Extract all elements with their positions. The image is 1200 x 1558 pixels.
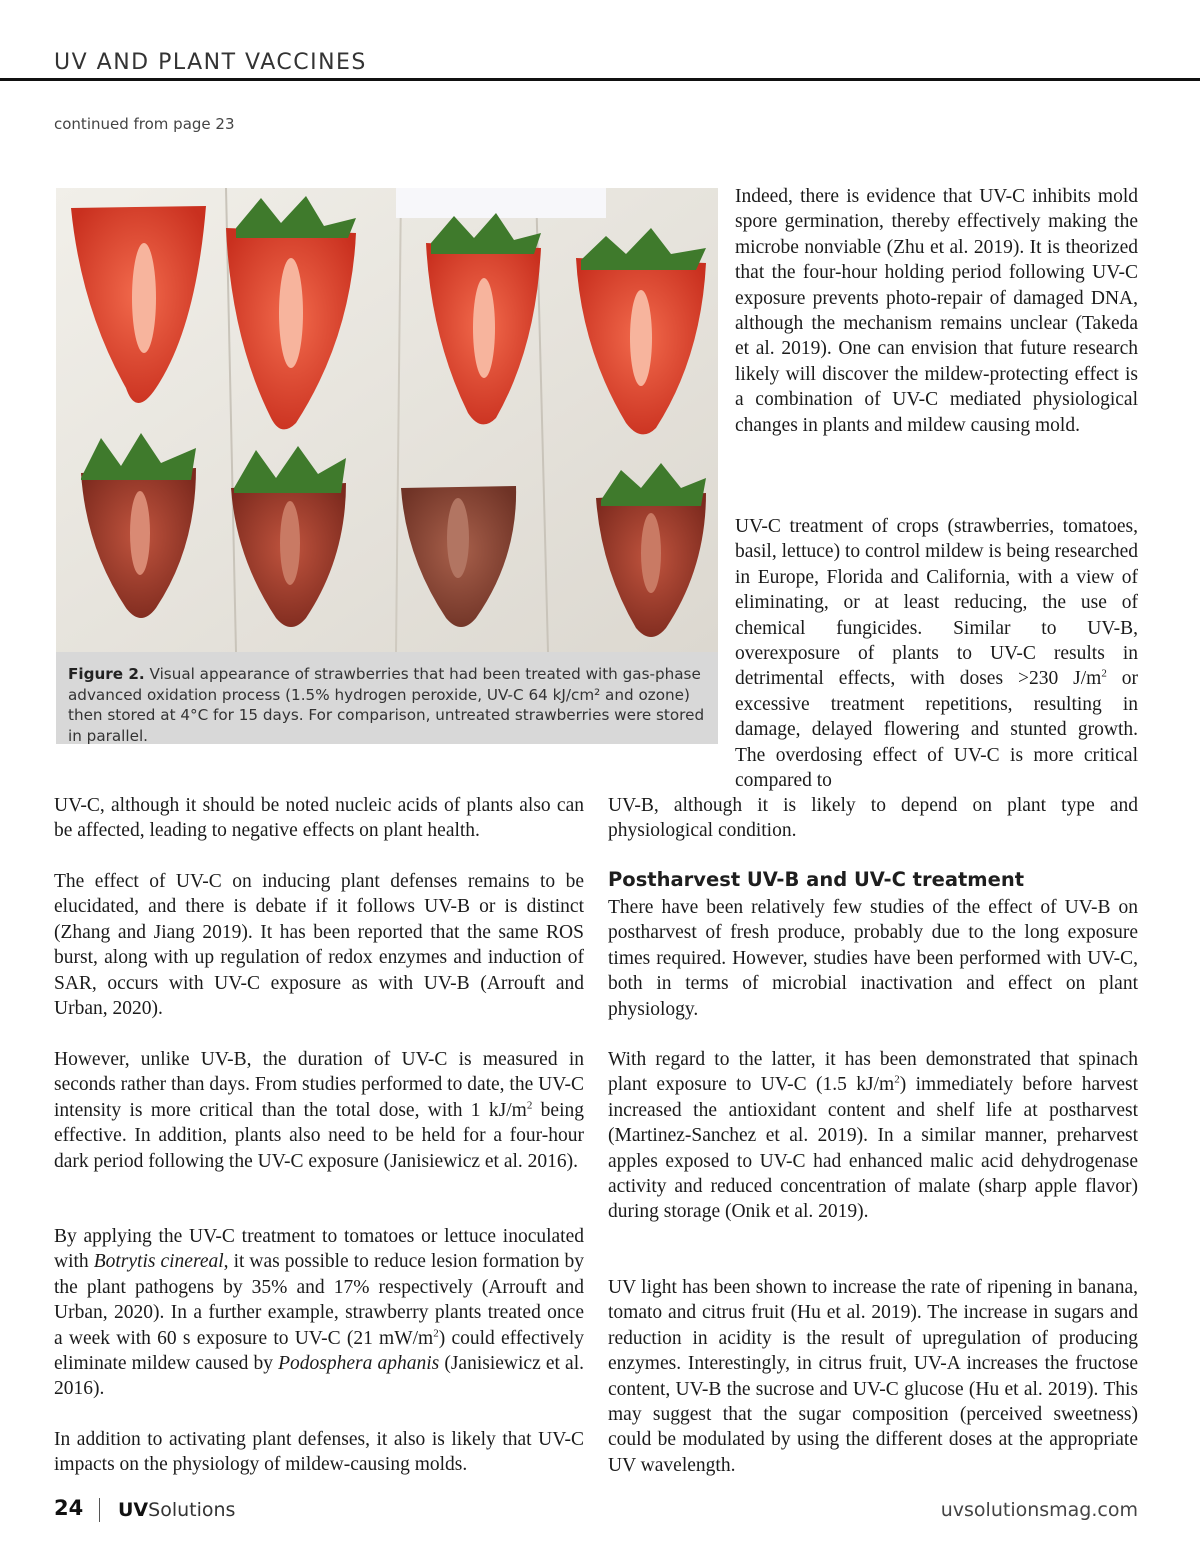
footer-divider — [99, 1498, 100, 1522]
page-number: 24 — [54, 1496, 84, 1520]
body-paragraph: Indeed, there is evidence that UV-C inhibits mold spore germination, thereby effectively making the microbe nonviable (Zhu et al. 2019). It is theorized that the four-hour holding period following UV-C exposure prevents photo-repair of damaged DNA, although the mechanism remains unclear (Takeda et al. 2019). One can envision that future research likely will discover the mildew-protecting effect is a combination of UV-C mediated physiological changes in plants and mildew causing mold. — [735, 186, 1138, 436]
section-title: UV AND PLANT VACCINES — [54, 50, 367, 75]
caption-text: Visual appearance of strawberries that had been treated with gas-phase advanced oxidation process (1.5% hydrogen peroxide, UV-C 64 kJ/cm² and ozone) then stored at 4°C for 15 days. For comparison, untreated strawberries were stored in parallel. — [68, 665, 705, 745]
magazine-url: uvsolutionsmag.com — [940, 1499, 1138, 1521]
body-paragraph: UV-C, although it should be noted nucleic acids of plants also can be affected, leading to negative effects on plant health. — [54, 795, 584, 842]
body-paragraph: By applying the UV-C treatment to tomatoes or lettuce inoculated with Botrytis cinereal, it was possible to reduce lesion formation by the plant pathogens by 35% and 17% respectively (Arrouft and Urban, 2020). In a further example, strawberry plants treated once a week with 60 s exposure to UV-C (21 $mW/m^2$) could effectively eliminate mildew caused by Podosphera aphanis (Janisiewicz et al. 2016). — [54, 1226, 585, 1400]
figure-caption — [56, 652, 718, 744]
header-rule — [0, 78, 1200, 81]
body-paragraph-continued: UV-B, although it is likely to depend on plant type and physiological condition. — [608, 795, 1138, 842]
body-paragraph: UV-C treatment of crops (strawberries, tomatoes, basil, lettuce) to control mildew is being researched in Europe, Florida and California, with a view of eliminating, or at least reducing, the use of chemical fungicides. Similar to UV-B, overexposure of plants to UV-C results in detrimental effects, with doses >230 $J/m^2$ or excessive treatment repetitions, resulting in damage, delayed flowering and stunted growth. The overdosing effect of UV-C is more critical compared to — [735, 516, 1138, 792]
section-subheading: Postharvest UV-B and UV-C treatment — [608, 868, 1025, 891]
caption-label: Figure 2. — [68, 665, 145, 683]
body-paragraph: In addition to activating plant defenses, it also is likely that UV-C impacts on the physiology of mildew-causing molds. — [54, 1429, 584, 1476]
strawberry-photo — [56, 188, 718, 652]
body-paragraph: UV light has been shown to increase the rate of ripening in banana, tomato and citrus fruit (Hu et al. 2019). The increase in sugars and reduction in acidity is the result of upregulation of producing enzymes. Interestingly, in citrus fruit, UV-A increases the fructose content, UV-B the sucrose and UV-C glucose (Hu et al. 2019). This may suggest that the sugar composition (perceived sweetness) could be modulated by using the different doses at the appropriate UV wavelength. — [608, 1277, 1138, 1476]
continued-note: continued from page 23 — [54, 115, 235, 133]
figure-2 — [56, 188, 718, 744]
body-paragraph: The effect of UV-C on inducing plant defenses remains to be elucidated, and there is debate if it follows UV-B or is distinct (Zhang and Jiang 2019). It has been reported that the same ROS burst, along with up regulation of redox enzymes and induction of SAR, occurs with UV-C exposure as with UV-B (Arrouft and Urban, 2020). — [54, 871, 584, 1020]
body-paragraph: With regard to the latter, it has been demonstrated that spinach plant exposure to UV-C (1.5 $kJ/m^2$) immediately before harvest increased the antioxidant content and shelf life at postharvest (Martinez-Sanchez et al. 2019). In a similar manner, preharvest apples exposed to UV-C had enhanced malic acid dehydrogenase activity and reduced concentration of malate (sharp apple flavor) during storage (Onik et al. 2019). — [608, 1049, 1139, 1223]
magazine-brand: UVSolutions — [118, 1499, 236, 1521]
body-paragraph: There have been relatively few studies of the effect of UV-B on postharvest of fresh produce, probably due to the long exposure times required. However, studies have been performed with UV-C, both in terms of microbial inactivation and effect on plant physiology. — [608, 897, 1138, 1020]
body-paragraph: However, unlike UV-B, the duration of UV-C is measured in seconds rather than days. From studies performed to date, the UV-C intensity is more critical than the total dose, with 1 $kJ/m^2$ being effective. In addition, plants also need to be held for a four-hour dark period following the UV-C exposure (Janisiewicz et al. 2016). — [54, 1049, 584, 1172]
